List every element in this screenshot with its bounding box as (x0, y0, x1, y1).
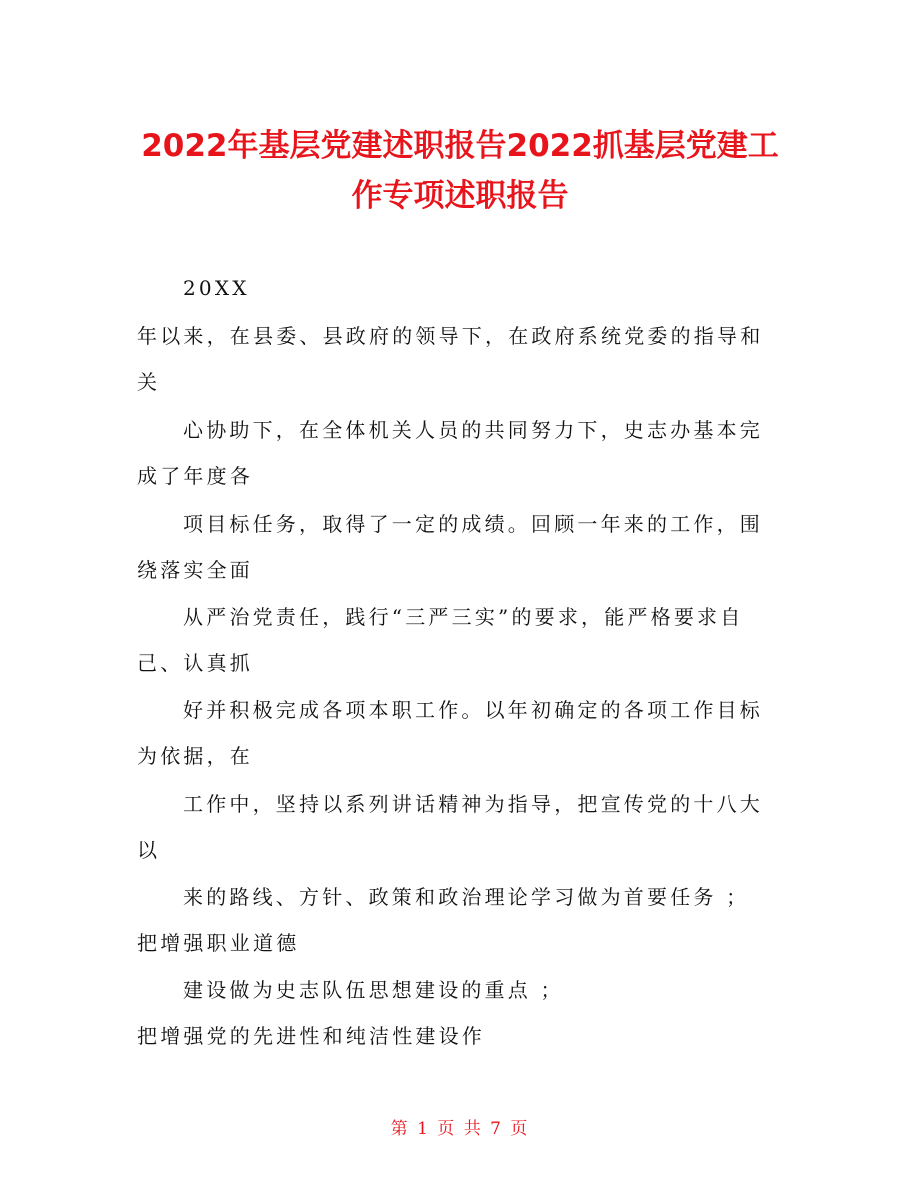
body-line: 好并积极完成各项本职工作。以年初确定的各项工作目标 (183, 698, 763, 722)
body-line: 为依据，在 (137, 744, 253, 768)
body-line: 己、认真抓 (137, 651, 253, 675)
body-line: 工作中，坚持以系列讲话精神为指导，把宣传党的十八大 (183, 792, 763, 816)
body-line: 来的路线、方针、政策和政治理论学习做为首要任务 ； (183, 885, 750, 909)
body-line: 项目标任务，取得了一定的成绩。回顾一年来的工作，围 (183, 512, 763, 536)
body-line: 建设做为史志队伍思想建设的重点 ； (183, 978, 564, 1002)
body-line: 从严治党责任，践行“三严三实”的要求，能严格要求自 (183, 605, 744, 629)
body-line: 心协助下，在全体机关人员的共同努力下，史志办基本完 (183, 418, 763, 442)
body-line: 把增强党的先进性和纯洁性建设作 (137, 1024, 485, 1048)
body-line: 关 (137, 370, 161, 394)
body-line: 绕落实全面 (137, 558, 253, 582)
body-line: 年以来，在县委、县政府的领导下，在政府系统党委的指导和 (137, 324, 764, 348)
body-line: 成了年度各 (137, 464, 253, 488)
body-line: 把增强职业道德 (137, 931, 300, 955)
document-title-line-1: 2022年基层党建述职报告2022抓基层党建工 (141, 128, 779, 164)
body-line: 以 (137, 838, 161, 862)
body-line: 20XX (183, 276, 250, 300)
document-title-line-2: 作专项述职报告 (351, 178, 569, 214)
page-footer: 第 1 页 共 7 页 (390, 1119, 530, 1139)
